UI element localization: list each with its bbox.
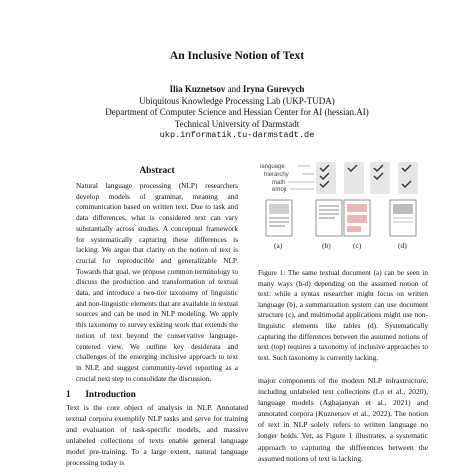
section-heading (66, 390, 248, 400)
panel-label-a: (a) (274, 241, 283, 250)
author-block (0, 84, 474, 142)
panel-label-b: (b) (322, 241, 331, 250)
figure-1 (258, 160, 428, 264)
check-icons (316, 162, 418, 194)
author-1: Ilia Kuznetsov (169, 84, 226, 94)
section-number: 1 (66, 390, 71, 400)
right-column-text: major components of the modern NLP infrastructure, including unlabeled text collections (Lo et al., 2020), language models (Aghajanyan et al., 2021) and annotated corpora (Kuznetsov et al., 2022). The notion of text in NLP solely refers to written language no longer holds. Yet, as Figure 1 illustrates, a systematic approach to capturing the differences between the assumed notions of text is lacking. (258, 376, 428, 463)
document-thumbnails (266, 200, 416, 236)
figure-label-language: language (260, 164, 285, 170)
affiliation-department: Department of Computer Science and Hessian Center for AI (hessian.AI) (105, 107, 369, 117)
affiliation-lab: Ubiquitous Knowledge Processing Lab (UKP-TUDA) (139, 95, 335, 106)
figure-caption: Figure 1: The same textual document (a) can be seen in many ways (b-d) depending on the assumed notion of text: while a syntax researcher might focus on written language (b), a summarization system can use document structure (c), and multimodal applications might use non-linguistic elements like tables (d). Systematically capturing the differences between the assumed notions of text (top) requires a taxonomy of inclusive approaches to text. Such taxonomy is currently lacking. (258, 268, 428, 362)
figure-label-emoji: emoji (272, 187, 287, 193)
section-title: Introduction (85, 390, 136, 400)
author-names (0, 84, 474, 96)
introduction-text: Text is the core object of analysis in NLP. Annotated textual corpora exemplify NLP tasks and serve for training and evaluation of task-specific models, and massive unlabeled collections of texts enable general language model pre-training. To a large extent, natural language processing today is (66, 403, 248, 468)
panel-label-c: (c) (353, 241, 362, 250)
author-2: Iryna Gurevych (242, 84, 305, 94)
affiliation-university: Technical University of Darmstadt (174, 118, 300, 129)
figure-label-hierarchy: hierarchy (264, 172, 289, 178)
paper-title: An Inclusive Notion of Text (169, 50, 305, 62)
figure-label-math: math (272, 180, 286, 186)
author-and: and (227, 84, 241, 94)
abstract-heading: Abstract (139, 166, 175, 176)
abstract-text: Natural language processing (NLP) researchers develop models of grammar, meaning and communication based on written text. Due to task and data differences, what is considered text can vary substantially across studies. A conceptual framework for systematically capturing these differences is lacking. We argue that clarity on the notion of text is crucial for reproducible and generalizable NLP. Towards that goal, we propose common terminology to discuss the production and transformation of textual data, and introduce a two-tier taxonomy of linguistic and non-linguistic elements that are available in textual sources and can be used in NLP modeling. We apply this taxonomy to survey existing work that extends the notion of text beyond the conservative language-centered view. We outline key desiderata and challenges of the emerging inclusive approach to text in NLP, and suggest community-level reporting as a crucial next step to consolidate the discussion. (76, 181, 238, 383)
author-email: ukp.informatik.tu-darmstadt.de (159, 130, 315, 140)
panel-label-d: (d) (398, 241, 407, 250)
